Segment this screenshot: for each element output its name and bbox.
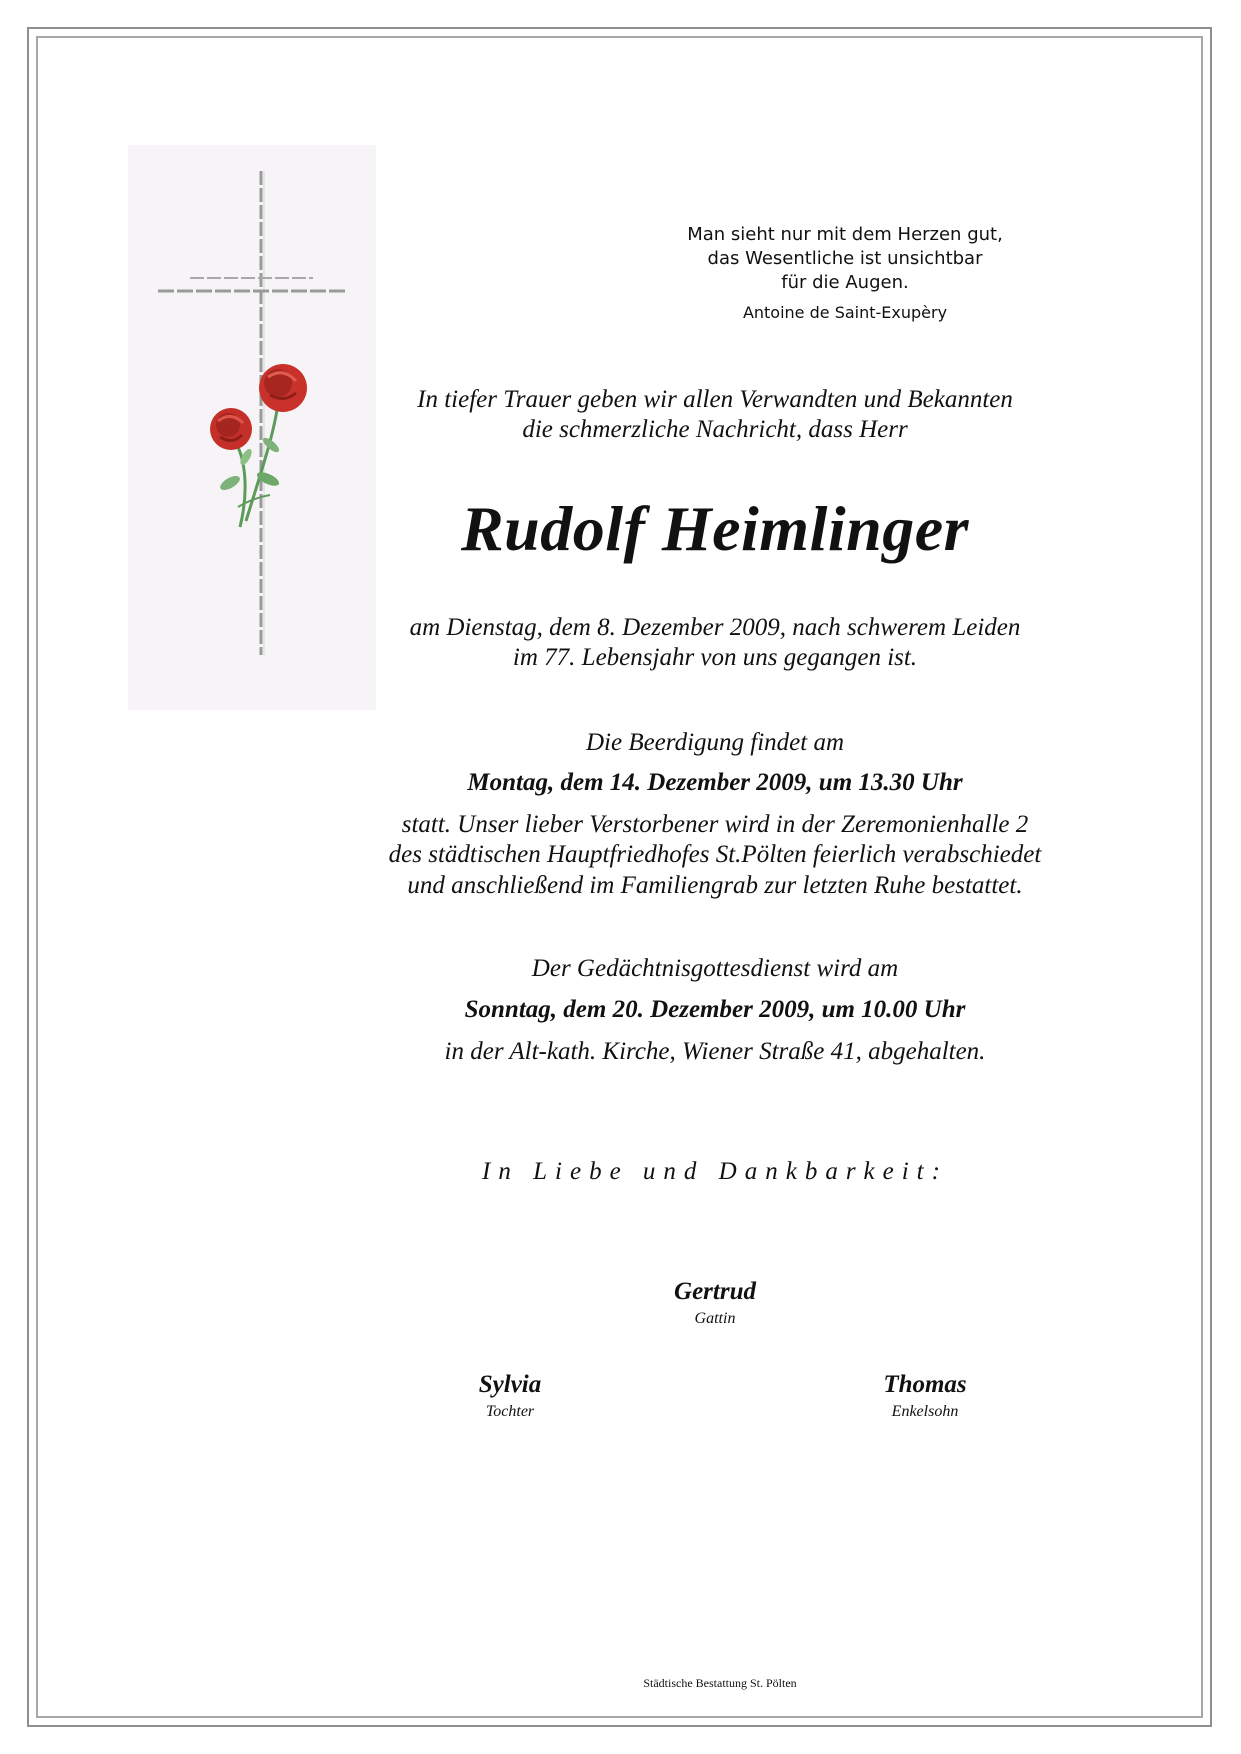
mourner-name-sylvia: Sylvia [478, 1371, 542, 1398]
closing-line: In Liebe und Dankbarkeit: [482, 1158, 948, 1185]
mourner-role-sylvia: Tochter [485, 1403, 535, 1420]
intro-line-2: die schmerzliche Nachricht, dass Herr [522, 416, 908, 443]
funeral-line-3: und anschließend im Familiengrab zur letzten Ruhe bestattet. [407, 872, 1023, 899]
mourner-name-thomas: Thomas [883, 1371, 967, 1398]
quote-line-1: Man sieht nur mit dem Herzen gut, [687, 224, 1003, 245]
funeral-heading: Die Beerdigung findet am [585, 729, 845, 756]
footer-funeral-home: Städtische Bestattung St. Pölten [643, 1676, 797, 1690]
memorial-date: Sonntag, dem 20. Dezember 2009, um 10.00 Uhr [464, 996, 966, 1023]
deceased-name: Rudolf Heimlinger [460, 493, 970, 564]
memorial-location: in der Alt-kath. Kirche, Wiener Straße 41, abgehalten. [444, 1038, 986, 1065]
funeral-line-2: des städtischen Hauptfriedhofes St.Pölten feierlich verabschiedet [388, 841, 1042, 868]
quote-line-3: für die Augen. [781, 272, 909, 293]
cross-roses-decoration [128, 145, 376, 710]
funeral-line-1: statt. Unser lieber Verstorbener wird in der Zeremonienhalle 2 [401, 811, 1029, 838]
quote-line-2: das Wesentliche ist unsichtbar [707, 248, 983, 269]
death-notice-line-1: am Dienstag, dem 8. Dezember 2009, nach schwerem Leiden [409, 614, 1021, 641]
memorial-heading: Der Gedächtnisgottesdienst wird am [531, 955, 899, 982]
mourner-role-thomas: Enkelsohn [891, 1403, 959, 1420]
intro-line-1: In tiefer Trauer geben wir allen Verwandten und Bekannten [417, 386, 1013, 413]
quote-author: Antoine de Saint-Exupèry [742, 303, 948, 322]
mourner-name-gertrud: Gertrud [674, 1278, 756, 1305]
mourner-role-gertrud: Gattin [694, 1310, 736, 1327]
death-notice-line-2: im 77. Lebensjahr von uns gegangen ist. [512, 644, 918, 671]
funeral-date: Montag, dem 14. Dezember 2009, um 13.30 Uhr [467, 769, 963, 796]
